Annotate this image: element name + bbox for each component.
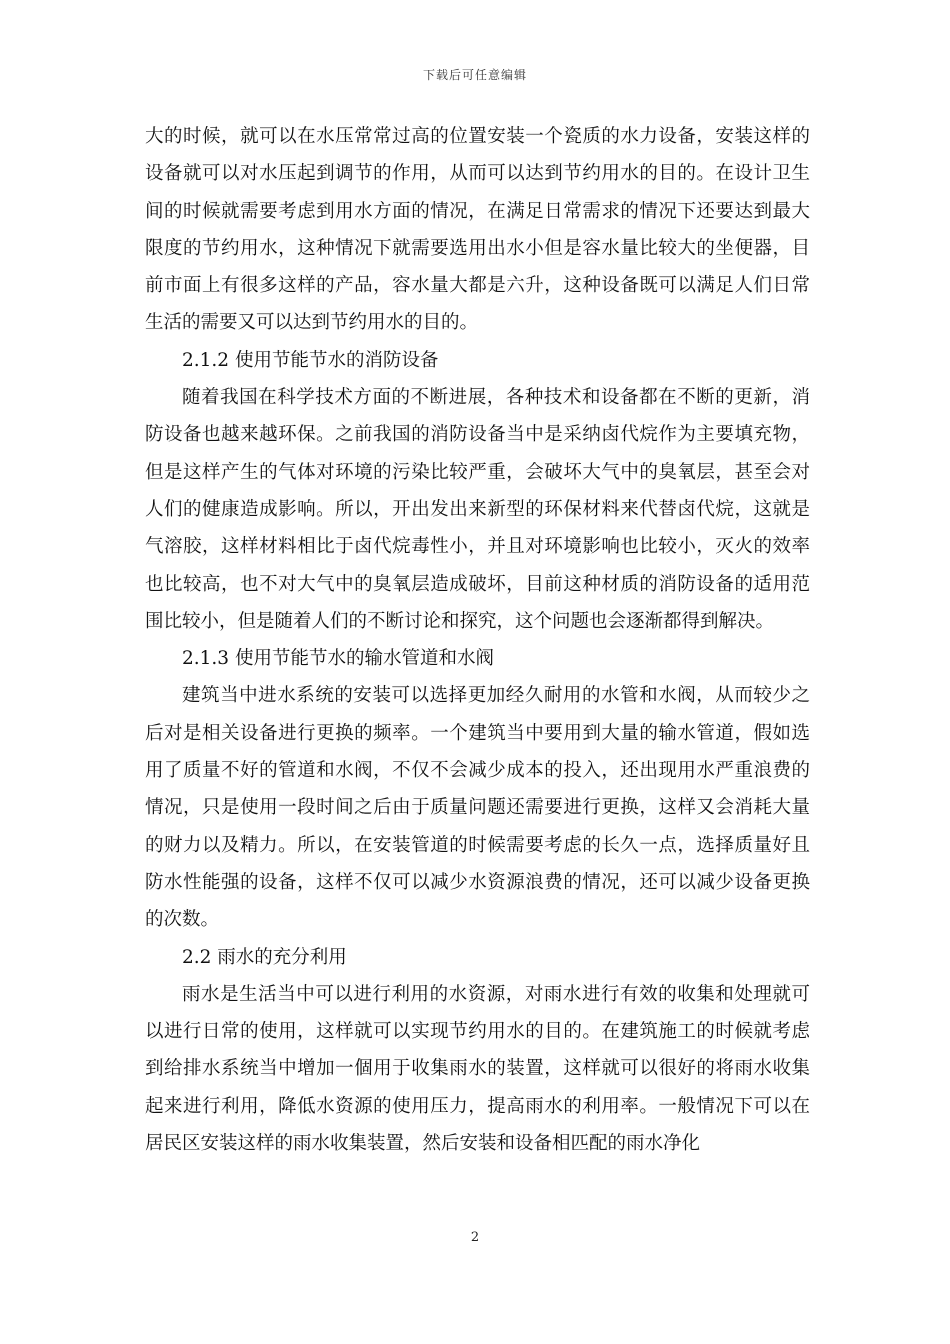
paragraph-rainwater: 雨水是生活当中可以进行利用的水资源，对雨水进行有效的收集和处理就可以进行日常的使用，这样就可以实现节约用水的目的。在建筑施工的时候就考虑到给排水系统当中增加一個用于收集雨水的装置，这样就可以很好的将雨水收集起来进行利用，降低水资源的使用压力，提高雨水的利用率。一般情况下可以在居民区安装这样的雨水收集装置，然后安装和设备相匹配的雨水净化: [145, 983, 810, 1155]
page-number: 2: [470, 1230, 480, 1245]
section-heading-2-1-3: 2.1.3 使用节能节水的输水管道和水阀: [182, 648, 494, 670]
section-heading-2-2: 2.2 雨水的充分利用: [182, 946, 347, 968]
paragraph-fire-equipment: 随着我国在科学技术方面的不断进展，各种技术和设备都在不断的更新，消防设备也越来越环保。之前我国的消防设备当中是采纳卤代烷作为主要填充物，但是这样产生的气体对环境的污染比较严重，会破坏大气中的臭氧层，甚至会对人们的健康造成影响。所以，开出发出来新型的环保材料来代替卤代烷，这就是气溶胶，这样材料相比于卤代烷毒性小，并且对环境影响也比较小，灭火的效率也比较高，也不对大气中的臭氧层造成破坏，目前这种材质的消防设备的适用范围比较小，但是随着人们的不断讨论和探究，这个问题也会逐渐都得到解决。: [145, 387, 810, 632]
paragraph-water-pipes: 建筑当中进水系统的安装可以选择更加经久耐用的水管和水阀，从而较少之后对是相关设备进行更换的频率。一个建筑当中要用到大量的输水管道，假如选用了质量不好的管道和水阀，不仅不会减少成本的投入，还出现用水严重浪费的情况，只是使用一段时间之后由于质量问题还需要进行更换，这样又会消耗大量的财力以及精力。所以，在安装管道的时候需要考虑的长久一点，选择质量好且防水性能强的设备，这样不仅可以减少水资源浪费的情况，还可以减少设备更换的次数。: [145, 685, 810, 931]
section-heading-2-1-2: 2.1.2 使用节能节水的消防设备: [182, 349, 439, 371]
page-header: 下载后可任意编辑: [422, 68, 527, 82]
paragraph-continuation: 大的时候，就可以在水压常常过高的位置安装一个瓷质的水力设备，安装这样的设备就可以对水压起到调节的作用，从而可以达到节约用水的目的。在设计卫生间的时候就需要考虑到用水方面的情况，在满足日常需求的情况下还要达到最大限度的节约用水，这种情况下就需要选用出水小但是容水量比较大的坐便器，目前市面上有很多这样的产品，容水量大都是六升，这种设备既可以满足人们日常生活的需要又可以达到节约用水的目的。: [145, 126, 810, 334]
document-body: [145, 118, 810, 1162]
